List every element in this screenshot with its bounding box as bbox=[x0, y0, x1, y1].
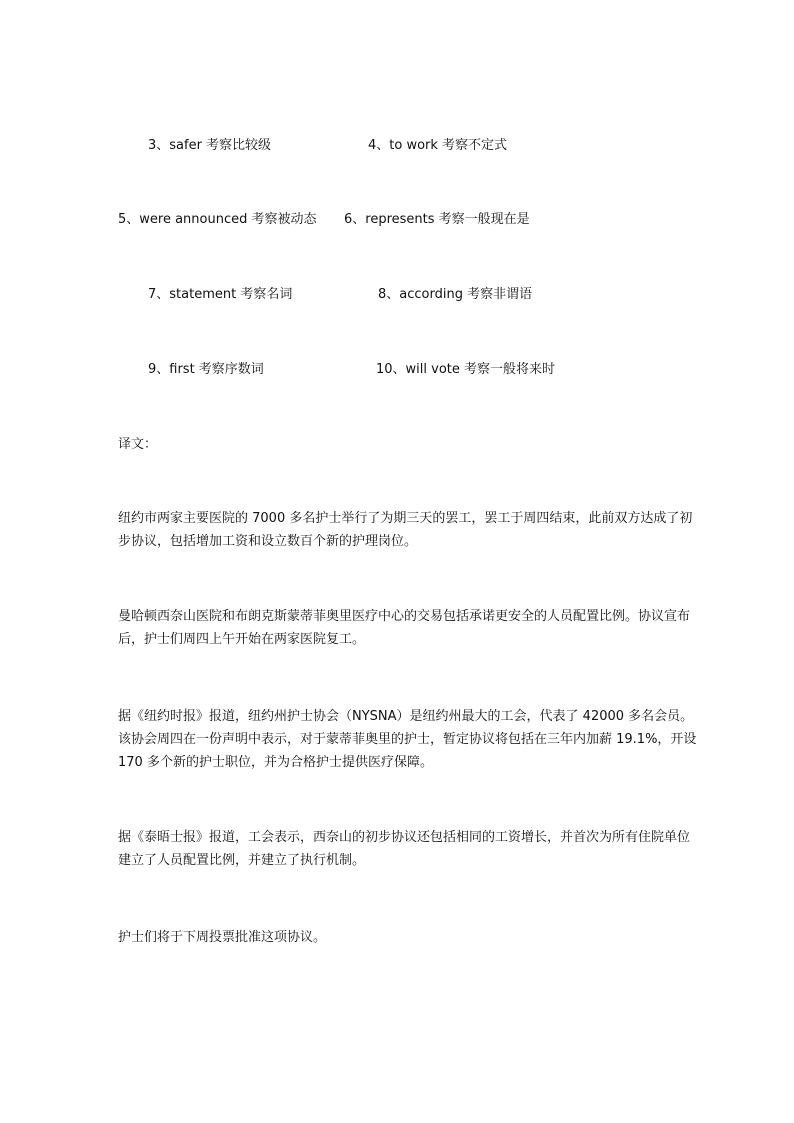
answer-item-8: 8、according 考察非谓语 bbox=[378, 287, 533, 302]
translation-paragraph: 据《纽约时报》报道，纽约州护士协会（NYSNA）是纽约州最大的工会，代表了 42000 多名会员。该协会周四在一份声明中表示，对于蒙蒂菲奥里的护士，暂定协议将包括在三年内加薪 19.1%，开设 170 多个新的护士职位，并为合格护士提供医疗保障。 bbox=[118, 709, 697, 770]
translation-paragraph: 曼哈顿西奈山医院和布朗克斯蒙蒂菲奥里医疗中心的交易包括承诺更安全的人员配置比例。协议宣布后，护士们周四上午开始在两家医院复工。 bbox=[118, 609, 691, 647]
answer-item-4: 4、to work 考察不定式 bbox=[368, 138, 508, 153]
answer-item-7: 7、statement 考察名词 bbox=[148, 287, 293, 302]
translation-paragraph: 据《泰晤士报》报道，工会表示，西奈山的初步协议还包括相同的工资增长，并首次为所有住院单位建立了人员配置比例，并建立了执行机制。 bbox=[118, 830, 691, 868]
answer-item-6: 6、represents 考察一般现在是 bbox=[344, 212, 530, 227]
translation-paragraph: 纽约市两家主要医院的 7000 多名护士举行了为期三天的罢工，罢工于周四结束，此前双方达成了初步协议，包括增加工资和设立数百个新的护理岗位。 bbox=[118, 511, 693, 549]
answer-item-9: 9、first 考察序数词 bbox=[148, 362, 264, 377]
answer-item-5: 5、were announced 考察被动态 bbox=[118, 212, 317, 227]
answer-item-3: 3、safer 考察比较级 bbox=[148, 138, 272, 153]
translation-heading: 译文： bbox=[118, 437, 158, 452]
translation-paragraph: 护士们将于下周投票批准这项协议。 bbox=[118, 930, 327, 945]
answer-item-10: 10、will vote 考察一般将来时 bbox=[376, 362, 556, 377]
